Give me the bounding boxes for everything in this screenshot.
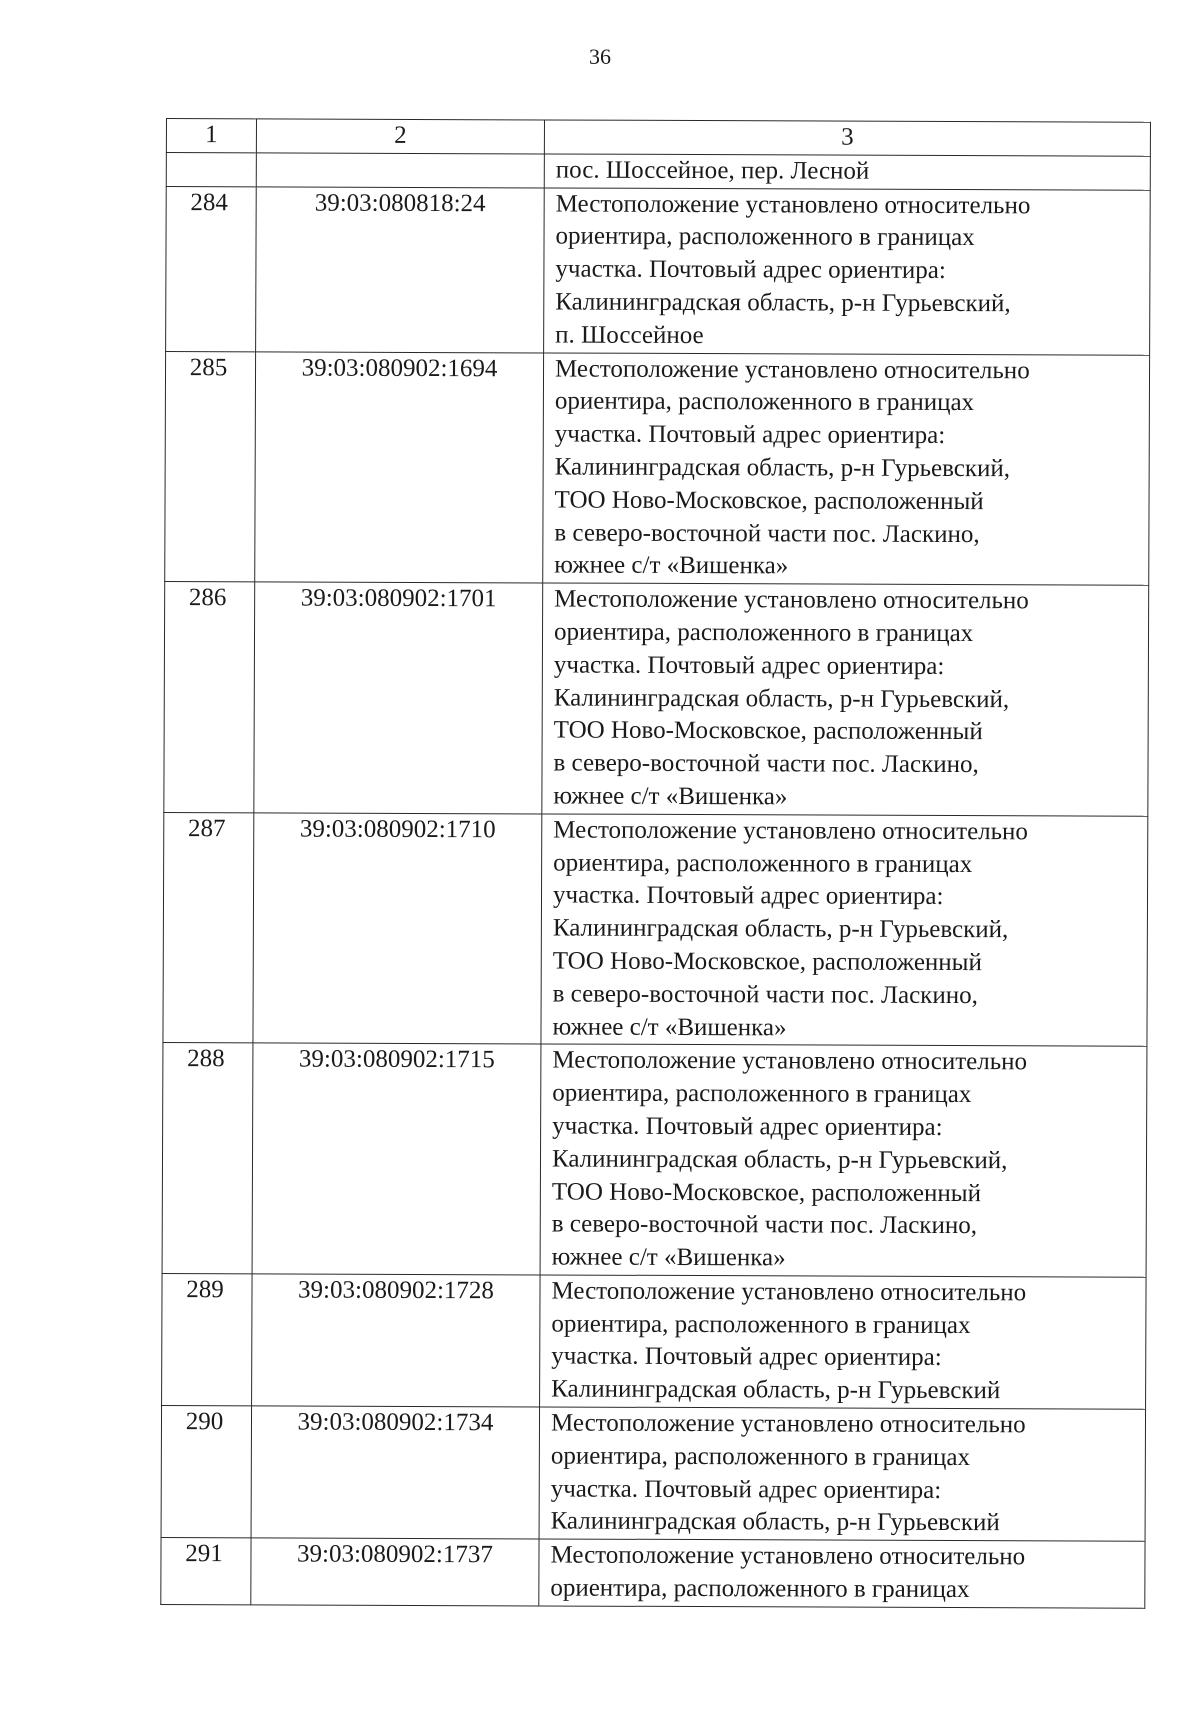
- cadastral-number: [256, 153, 544, 188]
- location-text-line: ТОО Ново-Московское, расположенный: [552, 947, 982, 977]
- location-text-line: Местоположение установлено относительно: [550, 1409, 1026, 1439]
- location-text-line: Местоположение установлено относительно: [551, 1277, 1027, 1307]
- location-text-line: участка. Почтовый адрес ориентира:: [551, 1342, 942, 1372]
- row-number: 288: [162, 1043, 253, 1274]
- location-text-line: Местоположение установлено относительно: [554, 355, 1030, 384]
- location-description: [539, 1407, 1146, 1542]
- location-text-line: ТОО Ново-Московское, расположенный: [551, 1177, 982, 1207]
- location-text-line: ориентира, расположенного в границах: [553, 849, 973, 878]
- location-text-line: ТОО Ново-Московское, расположенный: [553, 716, 983, 746]
- table-row: [165, 351, 1150, 585]
- column-header-cadastral-number: 2: [256, 119, 544, 154]
- location-text-line: Калининградская область, р-н Гурьевский,: [553, 684, 1010, 713]
- location-text-line: Калининградская область, р-н Гурьевский,: [551, 1145, 1008, 1174]
- row-number: 287: [163, 812, 254, 1043]
- location-text-line: Калининградская область, р-н Гурьевский: [550, 1507, 1000, 1537]
- location-text-line: Калининградская область, р-н Гурьевский: [551, 1375, 1001, 1405]
- table-row: [164, 582, 1149, 816]
- location-text-line: южнее с/т «Вишенка»: [552, 1013, 787, 1041]
- table-row: [163, 812, 1148, 1046]
- location-description: [542, 583, 1149, 816]
- location-text-line: ориентира, расположенного в границах: [553, 618, 974, 648]
- location-description: [544, 154, 1150, 190]
- table-row: [162, 1043, 1147, 1277]
- location-text-line: в северо-восточной части пос. Ласкино,: [553, 749, 979, 779]
- table-row: [161, 1538, 1145, 1608]
- location-text-line: ориентира, расположенного в границах: [550, 1574, 970, 1604]
- location-text-line: участка. Почтовый адрес ориентира:: [552, 1112, 943, 1141]
- location-text-line: Местоположение установлено относительно: [553, 816, 1029, 846]
- location-description: [544, 188, 1151, 355]
- location-text-line: п. Шоссейное: [555, 321, 704, 349]
- location-text-line: участка. Почтовый адрес ориентира:: [550, 1475, 942, 1504]
- location-description: [541, 814, 1148, 1047]
- page-number: 36: [589, 44, 611, 69]
- table-row: [162, 1273, 1147, 1409]
- location-text-line: ориентира, расположенного в границах: [552, 1079, 972, 1109]
- row-number: 291: [161, 1538, 251, 1605]
- location-text-line: Калининградская область, р-н Гурьевский,: [554, 453, 1011, 483]
- location-text-line: Местоположение установлено относительно: [552, 1046, 1028, 1076]
- cadastral-number: 39:03:080902:1710: [253, 813, 542, 1045]
- location-text-line: в северо-восточной части пос. Ласкино,: [554, 519, 980, 548]
- location-text-line: пос. Шоссейное, пер. Лесной: [555, 156, 870, 185]
- location-text-line: в северо-восточной части пос. Ласкино,: [552, 980, 978, 1009]
- location-text-line: Местоположение установлено относительно: [550, 1541, 1026, 1571]
- location-text-line: ТОО Ново-Московское, расположенный: [554, 486, 984, 515]
- location-description: [540, 1275, 1147, 1410]
- location-text-line: ориентира, расположенного в границах: [554, 387, 975, 417]
- land-plot-table: [160, 118, 1151, 1609]
- location-text-line: участка. Почтовый адрес ориентира:: [555, 255, 946, 285]
- row-number: 284: [166, 186, 257, 351]
- location-text-line: южнее с/т «Вишенка»: [551, 1243, 786, 1272]
- row-number: 290: [161, 1406, 252, 1539]
- location-text-line: участка. Почтовый адрес ориентира:: [552, 881, 944, 911]
- row-number: 289: [162, 1273, 253, 1406]
- location-text-line: Калининградская область, р-н Гурьевский,: [552, 914, 1009, 944]
- location-description: [540, 1044, 1147, 1277]
- location-text-line: ориентира, расположенного в границах: [555, 222, 975, 252]
- cadastral-number: 39:03:080902:1728: [252, 1274, 541, 1407]
- cadastral-number: 39:03:080818:24: [256, 186, 545, 352]
- location-text-line: в северо-восточной части пос. Ласкино,: [551, 1210, 978, 1240]
- row-number: [166, 152, 256, 186]
- table-header-row: [166, 119, 1150, 157]
- cadastral-number: 39:03:080902:1715: [252, 1043, 541, 1275]
- table-row: [161, 1406, 1146, 1542]
- location-text-line: Калининградская область, р-н Гурьевский,: [555, 288, 1011, 318]
- cadastral-number: 39:03:080902:1694: [255, 351, 544, 583]
- location-text-line: участка. Почтовый адрес ориентира:: [554, 420, 946, 450]
- location-description: [539, 1539, 1145, 1608]
- cadastral-number: 39:03:080902:1734: [251, 1406, 540, 1539]
- table-body: [161, 152, 1151, 1608]
- location-text-line: южнее с/т «Вишенка»: [554, 551, 789, 580]
- location-text-line: южнее с/т «Вишенка»: [553, 782, 788, 811]
- location-text-line: Местоположение установлено относительно: [554, 585, 1029, 615]
- location-description: [543, 353, 1150, 586]
- location-text-line: Местоположение установлено относительно: [555, 190, 1031, 219]
- cadastral-number: 39:03:080902:1701: [254, 582, 543, 814]
- row-number: 285: [165, 351, 256, 582]
- cadastral-number: 39:03:080902:1737: [251, 1538, 539, 1606]
- location-text-line: ориентира, расположенного в границах: [551, 1310, 971, 1339]
- column-header-location: 3: [544, 120, 1150, 156]
- table-row: [166, 152, 1150, 190]
- table-row: [166, 186, 1151, 355]
- row-number: 286: [164, 582, 255, 813]
- column-header-number: 1: [166, 119, 256, 153]
- location-text-line: участка. Почтовый адрес ориентира:: [553, 651, 945, 680]
- location-text-line: ориентира, расположенного в границах: [550, 1442, 971, 1471]
